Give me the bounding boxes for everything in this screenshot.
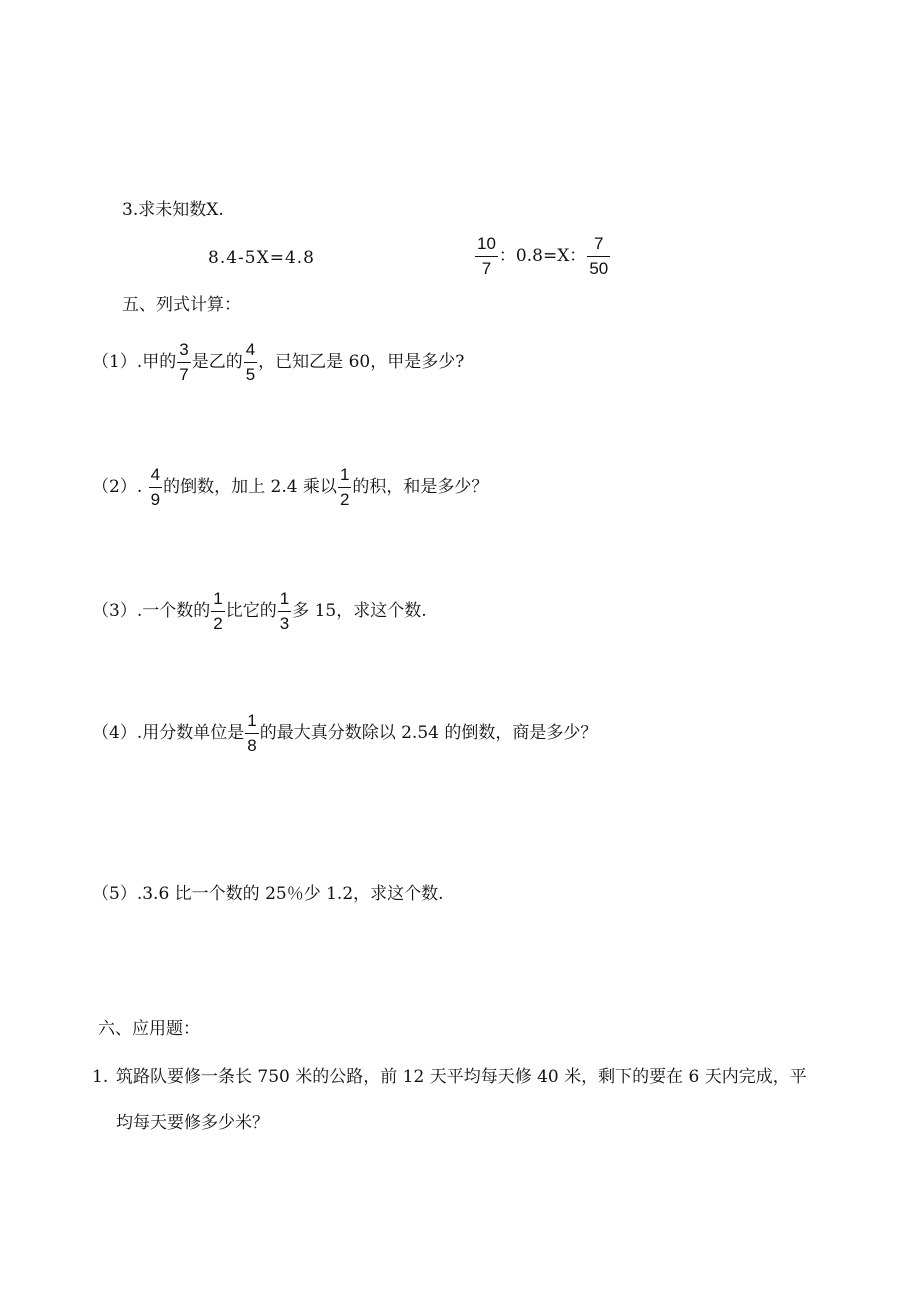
fraction-denominator: 50 (589, 259, 609, 278)
fraction-numerator: 10 (475, 233, 498, 257)
question-1-middle: 是乙的 (191, 352, 243, 372)
question-2-prefix: （2）. (92, 477, 148, 497)
question-1-prefix: （1）.甲的 (92, 352, 177, 372)
fraction-numerator: 3 (177, 339, 190, 363)
fraction-numerator: 1 (245, 710, 258, 734)
section5-title: 五、列式计算： (122, 295, 241, 315)
fraction (587, 233, 610, 280)
section3-title: 3.求未知数X. (122, 200, 224, 220)
question-1-suffix: ，已知乙是 60，甲是多少? (258, 352, 465, 372)
fraction (278, 588, 291, 635)
question-4-prefix: （4）.用分数单位是 (92, 723, 245, 743)
fraction-numerator: 4 (149, 464, 162, 488)
question-1 (92, 339, 464, 386)
fraction-numerator: 1 (338, 464, 351, 488)
question-3 (92, 588, 427, 635)
question-2-suffix: 的积，和是多少？ (352, 477, 489, 497)
fraction-denominator: 7 (179, 365, 189, 384)
question-3-suffix: 多 15，求这个数. (292, 601, 427, 621)
fraction (177, 339, 190, 386)
fraction (244, 339, 257, 386)
fraction-denominator: 8 (247, 736, 257, 755)
fraction-numerator: 7 (587, 233, 610, 257)
fraction-denominator: 9 (150, 490, 161, 509)
question-3-prefix: （3）.一个数的 (92, 601, 211, 621)
fraction (149, 464, 162, 511)
question-2-middle: 的倒数，加上 2.4 乘以 (163, 477, 337, 497)
fraction-denominator: 2 (213, 614, 223, 633)
equation-2-middle: ：0.8=X： (498, 246, 587, 266)
question-5: （5）.3.6 比一个数的 25％少 1.2，求这个数. (92, 884, 444, 904)
fraction-denominator: 7 (481, 259, 492, 278)
fraction (245, 710, 258, 757)
section6-title: 六、应用题： (98, 1019, 200, 1039)
fraction (211, 588, 224, 635)
problem-1-number: 1. (92, 1067, 109, 1087)
fraction-denominator: 2 (339, 490, 350, 509)
fraction-denominator: 3 (279, 614, 290, 633)
problem-1-line-2: 均每天要修多少米？ (116, 1113, 269, 1133)
fraction (475, 233, 498, 280)
fraction-numerator: 1 (211, 588, 224, 612)
equation-2 (474, 233, 611, 280)
equation-1: 8.4-5X=4.8 (208, 248, 315, 268)
question-2 (92, 464, 488, 511)
question-3-middle: 比它的 (225, 601, 277, 621)
fraction-numerator: 1 (278, 588, 291, 612)
fraction (338, 464, 351, 511)
question-4 (92, 710, 597, 757)
fraction-denominator: 5 (245, 365, 256, 384)
question-4-suffix: 的最大真分数除以 2.54 的倒数，商是多少？ (259, 723, 598, 743)
problem-1-line-1: 筑路队要修一条长 750 米的公路，前 12 天平均每天修 40 米，剩下的要在 6 天内完成，平 (116, 1067, 807, 1087)
fraction-numerator: 4 (244, 339, 257, 363)
